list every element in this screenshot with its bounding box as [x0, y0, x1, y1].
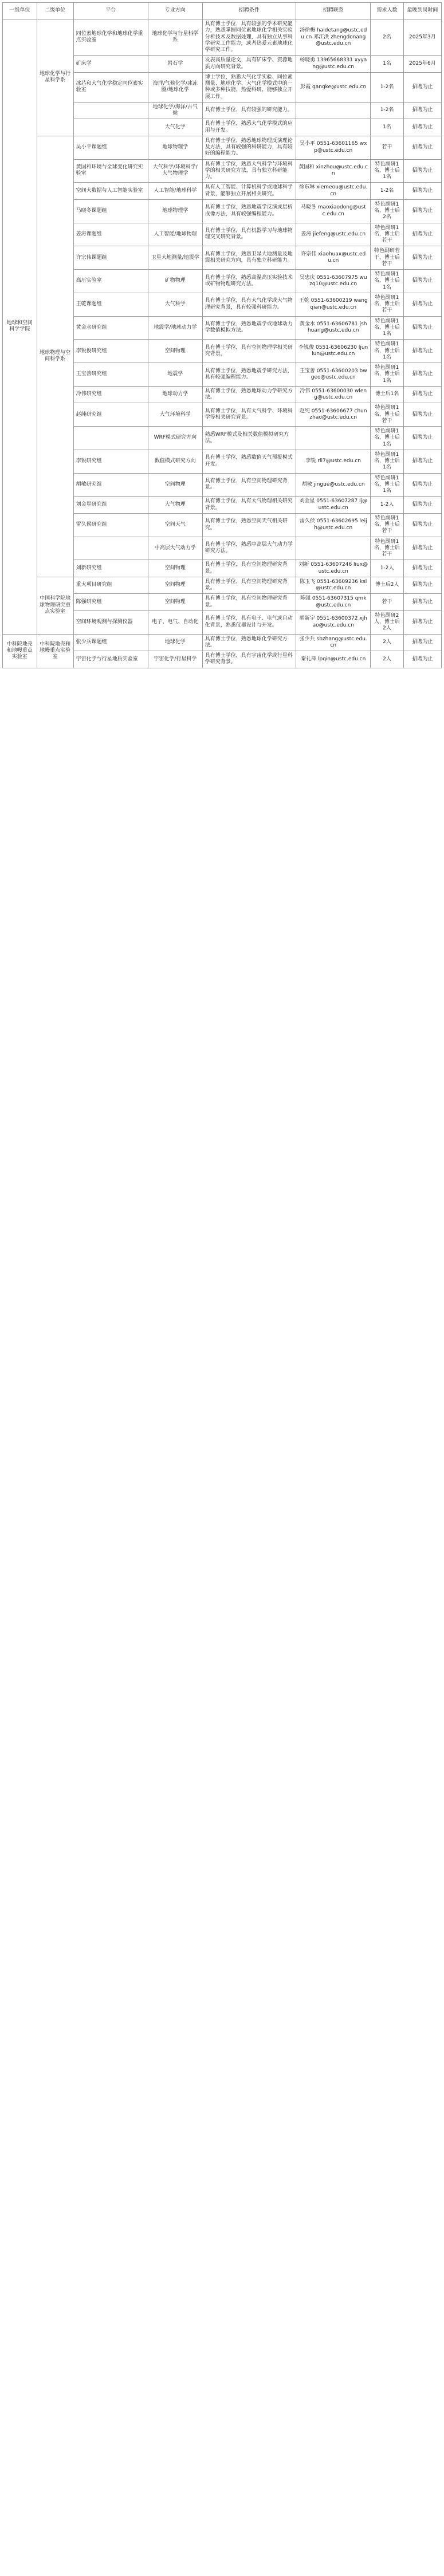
count-cell: 特色副研1名，博士后1名: [371, 363, 403, 387]
deadline-cell: 招聘为止: [403, 403, 441, 427]
header-contact: 招聘联系: [296, 3, 371, 19]
header-level2: 二级单位: [37, 3, 73, 19]
platform-cell: 刘金星研究组: [73, 497, 148, 514]
condition-cell: 博士学位，熟悉大气化学实验、同位素测量、地球化学、大气化学模式中的一种或多种技能，热爱科研，能够独立开展工作。: [202, 72, 296, 102]
platform-cell: 姜涛课题组: [73, 223, 148, 246]
count-cell: 特色副研1名，博士后若干: [371, 223, 403, 246]
count-cell: 1名: [371, 56, 403, 73]
deadline-cell: 招聘为止: [403, 270, 441, 293]
platform-cell: [73, 427, 148, 450]
deadline-cell: 招聘为止: [403, 537, 441, 560]
deadline-cell: 招聘为止: [403, 513, 441, 537]
major-cell: 人工智能/地球科学: [148, 183, 202, 200]
contact-cell: 雷久侯 0551-63602695 leijh@ustc.edu.cn: [296, 513, 371, 537]
platform-cell: 雷久侯研究组: [73, 513, 148, 537]
condition-cell: 具有博士学位，熟悉大气化学模式的应用与开发。: [202, 119, 296, 136]
deadline-cell: 2025年6月: [403, 56, 441, 73]
deadline-cell: 招聘为止: [403, 223, 441, 246]
platform-cell: 张少兵课题组: [73, 634, 148, 651]
platform-cell: [73, 537, 148, 560]
count-cell: 特色副研1名，博士后1名: [371, 340, 403, 363]
condition-cell: 具有人工智能、计算机科学或地球科学背景，能够独立开展相关研究。: [202, 183, 296, 200]
contact-cell: [296, 427, 371, 450]
contact-cell: 汤徐梅 haidetang@ustc.edu.cn 邓江洪 zhengdonang@ustc.edu.cn: [296, 19, 371, 56]
deadline-cell: 招聘为止: [403, 450, 441, 473]
count-cell: 1-2名: [371, 102, 403, 119]
deadline-cell: 招聘为止: [403, 577, 441, 594]
deadline-cell: 招聘为止: [403, 594, 441, 611]
condition-cell: 具有博士学位，熟悉地震学研究方法，具有较强编程能力。: [202, 363, 296, 387]
contact-cell: [296, 102, 371, 119]
deadline-cell: 招聘为止: [403, 293, 441, 316]
major-cell: 地球物理学: [148, 199, 202, 223]
platform-cell: 王乾课题组: [73, 293, 148, 316]
major-cell: 地球化学与行星科学系: [148, 19, 202, 56]
contact-cell: 胡敏 jingue@ustc.edu.cn: [296, 473, 371, 497]
level1-unit-cell: 地球和空间科学学院: [3, 19, 37, 635]
level2-unit-cell: 中科院地壳和地幔重点实验室: [37, 634, 73, 668]
major-cell: 大气化学: [148, 119, 202, 136]
platform-cell: 空间大数据与人工智能实验室: [73, 183, 148, 200]
table-row: [3, 136, 442, 159]
contact-cell: 陈强 0551-63607315 qmk@ustc.edu.cn: [296, 594, 371, 611]
count-cell: 特色副研2人，博士后2人: [371, 610, 403, 634]
major-cell: 大气环境科学: [148, 403, 202, 427]
contact-cell: 秦礼萍 lpqin@ustc.edu.cn: [296, 651, 371, 668]
platform-cell: 赵纯研究组: [73, 403, 148, 427]
condition-cell: 具有博士学位，具有宇宙化学或行星科学研究背景。: [202, 651, 296, 668]
major-cell: WRF模式研究方向: [148, 427, 202, 450]
condition-cell: 具有博士学位，具有机器学习与地球物理交叉研究背景。: [202, 223, 296, 246]
platform-cell: 许宗伟课题组: [73, 246, 148, 270]
condition-cell: 具有博士学位，具有空间物理研究背景。: [202, 577, 296, 594]
condition-cell: 具有博士学位，熟悉地球动力学研究方法。: [202, 386, 296, 403]
condition-cell: 具有博士学位，熟悉地震学或地球动力学数值模拟方法。: [202, 316, 296, 340]
platform-cell: 王宝善研究组: [73, 363, 148, 387]
condition-cell: 具有博士学位，具有空间物理学相关研究背景。: [202, 340, 296, 363]
condition-cell: 具有博士学位，具有空间物理研究背景。: [202, 560, 296, 577]
condition-cell: 具有博士学位，具有大气物理相关研究背景。: [202, 497, 296, 514]
contact-cell: 李锐 rli7@ustc.edu.cn: [296, 450, 371, 473]
major-cell: 数值模式研究方向: [148, 450, 202, 473]
major-cell: 电子、电气、自动化: [148, 610, 202, 634]
major-cell: 宇宙化学/行星科学: [148, 651, 202, 668]
major-cell: 地震学: [148, 363, 202, 387]
contact-cell: [296, 537, 371, 560]
count-cell: 特色副研1名，博士后1名: [371, 427, 403, 450]
contact-cell: 刘新 0551-63607246 liux@ustc.edu.cn: [296, 560, 371, 577]
contact-cell: 胡新宇 0551-63600372 xjhao@ustc.edu.cn: [296, 610, 371, 634]
platform-cell: 吴小平课题组: [73, 136, 148, 159]
major-cell: 大气科学/环境科学/大气物理学: [148, 159, 202, 183]
deadline-cell: 招聘为止: [403, 159, 441, 183]
major-cell: 海洋/气候化学/冰冻圈/地球化学: [148, 72, 202, 102]
deadline-cell: 招聘为止: [403, 136, 441, 159]
platform-cell: 重大项目研究组: [73, 577, 148, 594]
count-cell: 特色副研1名，博士后若干: [371, 293, 403, 316]
major-cell: 矿物物理: [148, 270, 202, 293]
contact-cell: 黄国和 xinzhou@ustc.edu.cn: [296, 159, 371, 183]
major-cell: 中高层大气动力学: [148, 537, 202, 560]
contact-cell: 杨晓勇 13965668331 xyyang@ustc.edu.cn: [296, 56, 371, 73]
count-cell: 若干: [371, 136, 403, 159]
major-cell: 人工智能/地球物理: [148, 223, 202, 246]
condition-cell: 具有博士学位，熟悉地震学反演或层析成像方法，具有较强编程能力。: [202, 199, 296, 223]
major-cell: 空间物理: [148, 560, 202, 577]
major-cell: 大气物理: [148, 497, 202, 514]
platform-cell: 同位素地球化学和地球化学重点实验室: [73, 19, 148, 56]
condition-cell: 发表高质量论文，具有矿床学、资源地质方向研究背景。: [202, 56, 296, 73]
major-cell: 空间物理: [148, 577, 202, 594]
count-cell: 若干: [371, 594, 403, 611]
contact-cell: 冷伟 0551-63600030 wleng@ustc.edu.cn: [296, 386, 371, 403]
condition-cell: 具有博士学位，熟悉地球化学研究方法。: [202, 634, 296, 651]
deadline-cell: 招聘为止: [403, 72, 441, 102]
platform-cell: [73, 119, 148, 136]
level2-unit-cell: 地球物理与空间科学系: [37, 136, 73, 577]
contact-cell: 黄金水 0551-63606781 jshhuang@ustc.edu.cn: [296, 316, 371, 340]
condition-cell: 具有博士学位，具有电子、电气或自动化背景，熟悉仪器设计与开发。: [202, 610, 296, 634]
header-condition: 招聘条件: [202, 3, 296, 19]
count-cell: 2人: [371, 634, 403, 651]
contact-cell: 吴小平 0551-63601165 wxp@ustc.edu.cn: [296, 136, 371, 159]
condition-cell: 具有博士学位，具有大气科学、环境科学等相关研究背景。: [202, 403, 296, 427]
major-cell: 地球动力学: [148, 386, 202, 403]
condition-cell: 具有博士学位，熟悉地球物理反演理论及方法，具有较强的科研能力，具有较好的编程能力。: [202, 136, 296, 159]
level2-unit-cell: 地球化学与行星科学系: [37, 19, 73, 136]
contact-cell: 彭霞 gangke@ustc.edu.cn: [296, 72, 371, 102]
condition-cell: 具有博士学位，具有较强的研究能力。: [202, 102, 296, 119]
condition-cell: 具有博士学位，具有空间物理研究背景。: [202, 473, 296, 497]
table-row: [3, 634, 442, 651]
count-cell: 特色副研1名，博士后1名: [371, 473, 403, 497]
contact-cell: 马晓冬 maoxiaodong@ustc.edu.cn: [296, 199, 371, 223]
count-cell: 1-2名: [371, 183, 403, 200]
contact-cell: 李锐俊 0551-63606230 ljunlun@ustc.edu.cn: [296, 340, 371, 363]
deadline-cell: 招聘为止: [403, 634, 441, 651]
count-cell: 特色副研1名，博士后1名: [371, 270, 403, 293]
header-row: [3, 3, 442, 19]
condition-cell: 具有博士学位，熟悉数值天气预报模式开发。: [202, 450, 296, 473]
condition-cell: 具有博士学位，熟悉空间天气相关研究。: [202, 513, 296, 537]
table-row: [3, 19, 442, 56]
deadline-cell: 招聘为止: [403, 199, 441, 223]
deadline-cell: 招聘为止: [403, 102, 441, 119]
platform-cell: 李锐研究组: [73, 450, 148, 473]
platform-cell: 李锐俊研究组: [73, 340, 148, 363]
deadline-cell: 招聘为止: [403, 183, 441, 200]
condition-cell: 具有博士学位，熟悉高温高压实验技术或矿物物理研究方法。: [202, 270, 296, 293]
contact-cell: 王乾 0551-63600219 wangqian@ustc.edu.cn: [296, 293, 371, 316]
major-cell: 大气科学: [148, 293, 202, 316]
condition-cell: 具有博士学位，具有大气化学或大气物理研究背景，具有较强科研能力。: [202, 293, 296, 316]
count-cell: 1名: [371, 119, 403, 136]
major-cell: 卫星大地测量/地震学: [148, 246, 202, 270]
deadline-cell: 招聘为止: [403, 119, 441, 136]
contact-cell: 王宝善 0551-63600203 bwgeo@ustc.edu.cn: [296, 363, 371, 387]
platform-cell: 冰芯和大气化学稳定同位素实验室: [73, 72, 148, 102]
platform-cell: 胡敏研究组: [73, 473, 148, 497]
deadline-cell: 2025年3月: [403, 19, 441, 56]
deadline-cell: 招聘为止: [403, 473, 441, 497]
major-cell: 空间天气: [148, 513, 202, 537]
platform-cell: 黄金水研究组: [73, 316, 148, 340]
table-row: [3, 577, 442, 594]
table-header: [3, 3, 442, 19]
count-cell: 1-2人: [371, 497, 403, 514]
contact-cell: 张少兵 sbzhang@ustc.edu.cn: [296, 634, 371, 651]
count-cell: 特色副研1名，博士后1名: [371, 450, 403, 473]
major-cell: 地球化学: [148, 634, 202, 651]
condition-cell: 具有博士学位，熟悉卫星大地测量及地震相关研究方向，具有独立科研能力。: [202, 246, 296, 270]
count-cell: 博士后1名: [371, 386, 403, 403]
platform-cell: 宇宙化学与行星地质实验室: [73, 651, 148, 668]
count-cell: 2名: [371, 19, 403, 56]
major-cell: 空间物理: [148, 473, 202, 497]
count-cell: 特色副研1名，博士后若干: [371, 513, 403, 537]
condition-cell: 具有博士学位，具有较强的学术研究能力，熟悉掌握同位素地球化学相关实验分析技术及数据处理，具有独立从事科学研究工作能力，或者热爱元素地球化学研究工作。: [202, 19, 296, 56]
count-cell: 特色副研1名，博士后若干: [371, 537, 403, 560]
count-cell: 博士后2人: [371, 577, 403, 594]
platform-cell: 冷伟研究组: [73, 386, 148, 403]
level1-unit-cell: 中科院地壳和地幔重点实验室: [3, 634, 37, 668]
deadline-cell: 招聘为止: [403, 497, 441, 514]
count-cell: 特色副研1名，博士后2名: [371, 199, 403, 223]
platform-cell: 矿床学: [73, 56, 148, 73]
contact-cell: 赵纯 0551-63606677 chunzhao@ustc.edu.cn: [296, 403, 371, 427]
deadline-cell: 招聘为止: [403, 427, 441, 450]
deadline-cell: 招聘为止: [403, 340, 441, 363]
header-level1: 一级单位: [3, 3, 37, 19]
condition-cell: 具有博士学位，熟悉大气科学与环境科学的相关研究方法，具有独立科研能力。: [202, 159, 296, 183]
condition-cell: 具有博士学位，具有空间物理研究背景。: [202, 594, 296, 611]
platform-cell: 陈强研究组: [73, 594, 148, 611]
contact-cell: 徐东琳 xiemeou@ustc.edu.cn: [296, 183, 371, 200]
count-cell: 特色副研1名，博士后1名: [371, 316, 403, 340]
platform-cell: 刘新研究组: [73, 560, 148, 577]
platform-cell: 黄国和环境与全球变化研究实验室: [73, 159, 148, 183]
deadline-cell: 招聘为止: [403, 363, 441, 387]
level2-unit-cell: 中国科学院地球物理研究重点实验室: [37, 577, 73, 634]
header-count: 需求人数: [371, 3, 403, 19]
deadline-cell: 招聘为止: [403, 386, 441, 403]
deadline-cell: 招聘为止: [403, 316, 441, 340]
major-cell: 空间物理: [148, 594, 202, 611]
condition-cell: 具有博士学位，熟悉中高层大气动力学研究方法。: [202, 537, 296, 560]
contact-cell: 许宗伟 xiaohuax@ustc.edu.cn: [296, 246, 371, 270]
major-cell: 地震学/地球动力学: [148, 316, 202, 340]
contact-cell: [296, 119, 371, 136]
platform-cell: 高压实验室: [73, 270, 148, 293]
count-cell: 1-2人: [371, 560, 403, 577]
count-cell: 1-2名: [371, 72, 403, 102]
condition-cell: 熟悉WRF模式及相关数值模拟研究方法。: [202, 427, 296, 450]
deadline-cell: 招聘为止: [403, 651, 441, 668]
contact-cell: 姜涛 jiefeng@ustc.edu.cn: [296, 223, 371, 246]
header-major: 专业方向: [148, 3, 202, 19]
platform-cell: 马晓冬课题组: [73, 199, 148, 223]
contact-cell: 吴忠庆 0551-63607975 wuzq10@ustc.edu.cn: [296, 270, 371, 293]
deadline-cell: 招聘为止: [403, 560, 441, 577]
platform-cell: [73, 102, 148, 119]
major-cell: 地球物理学: [148, 136, 202, 159]
deadline-cell: 招聘为止: [403, 610, 441, 634]
deadline-cell: 招聘为止: [403, 246, 441, 270]
contact-cell: 刘金星 0551-63607287 lj@ustc.edu.cn: [296, 497, 371, 514]
major-cell: 空间物理: [148, 340, 202, 363]
header-platform: 平台: [73, 3, 148, 19]
count-cell: 特色副研1名，博士后1名: [371, 159, 403, 183]
major-cell: 岩石学: [148, 56, 202, 73]
contact-cell: 陈玉飞 0551-63609236 ksl@ustc.edu.cn: [296, 577, 371, 594]
recruitment-table: [2, 2, 442, 668]
count-cell: 特色副研若干，博士后若干: [371, 246, 403, 270]
count-cell: 特色副研1名，博士后若干: [371, 403, 403, 427]
header-deadline: 最晚到岗时间: [403, 3, 441, 19]
major-cell: 地球化学/海洋/古气候: [148, 102, 202, 119]
table-body: [3, 19, 442, 668]
platform-cell: 空间环境观测与探测仪器: [73, 610, 148, 634]
count-cell: 2人: [371, 651, 403, 668]
